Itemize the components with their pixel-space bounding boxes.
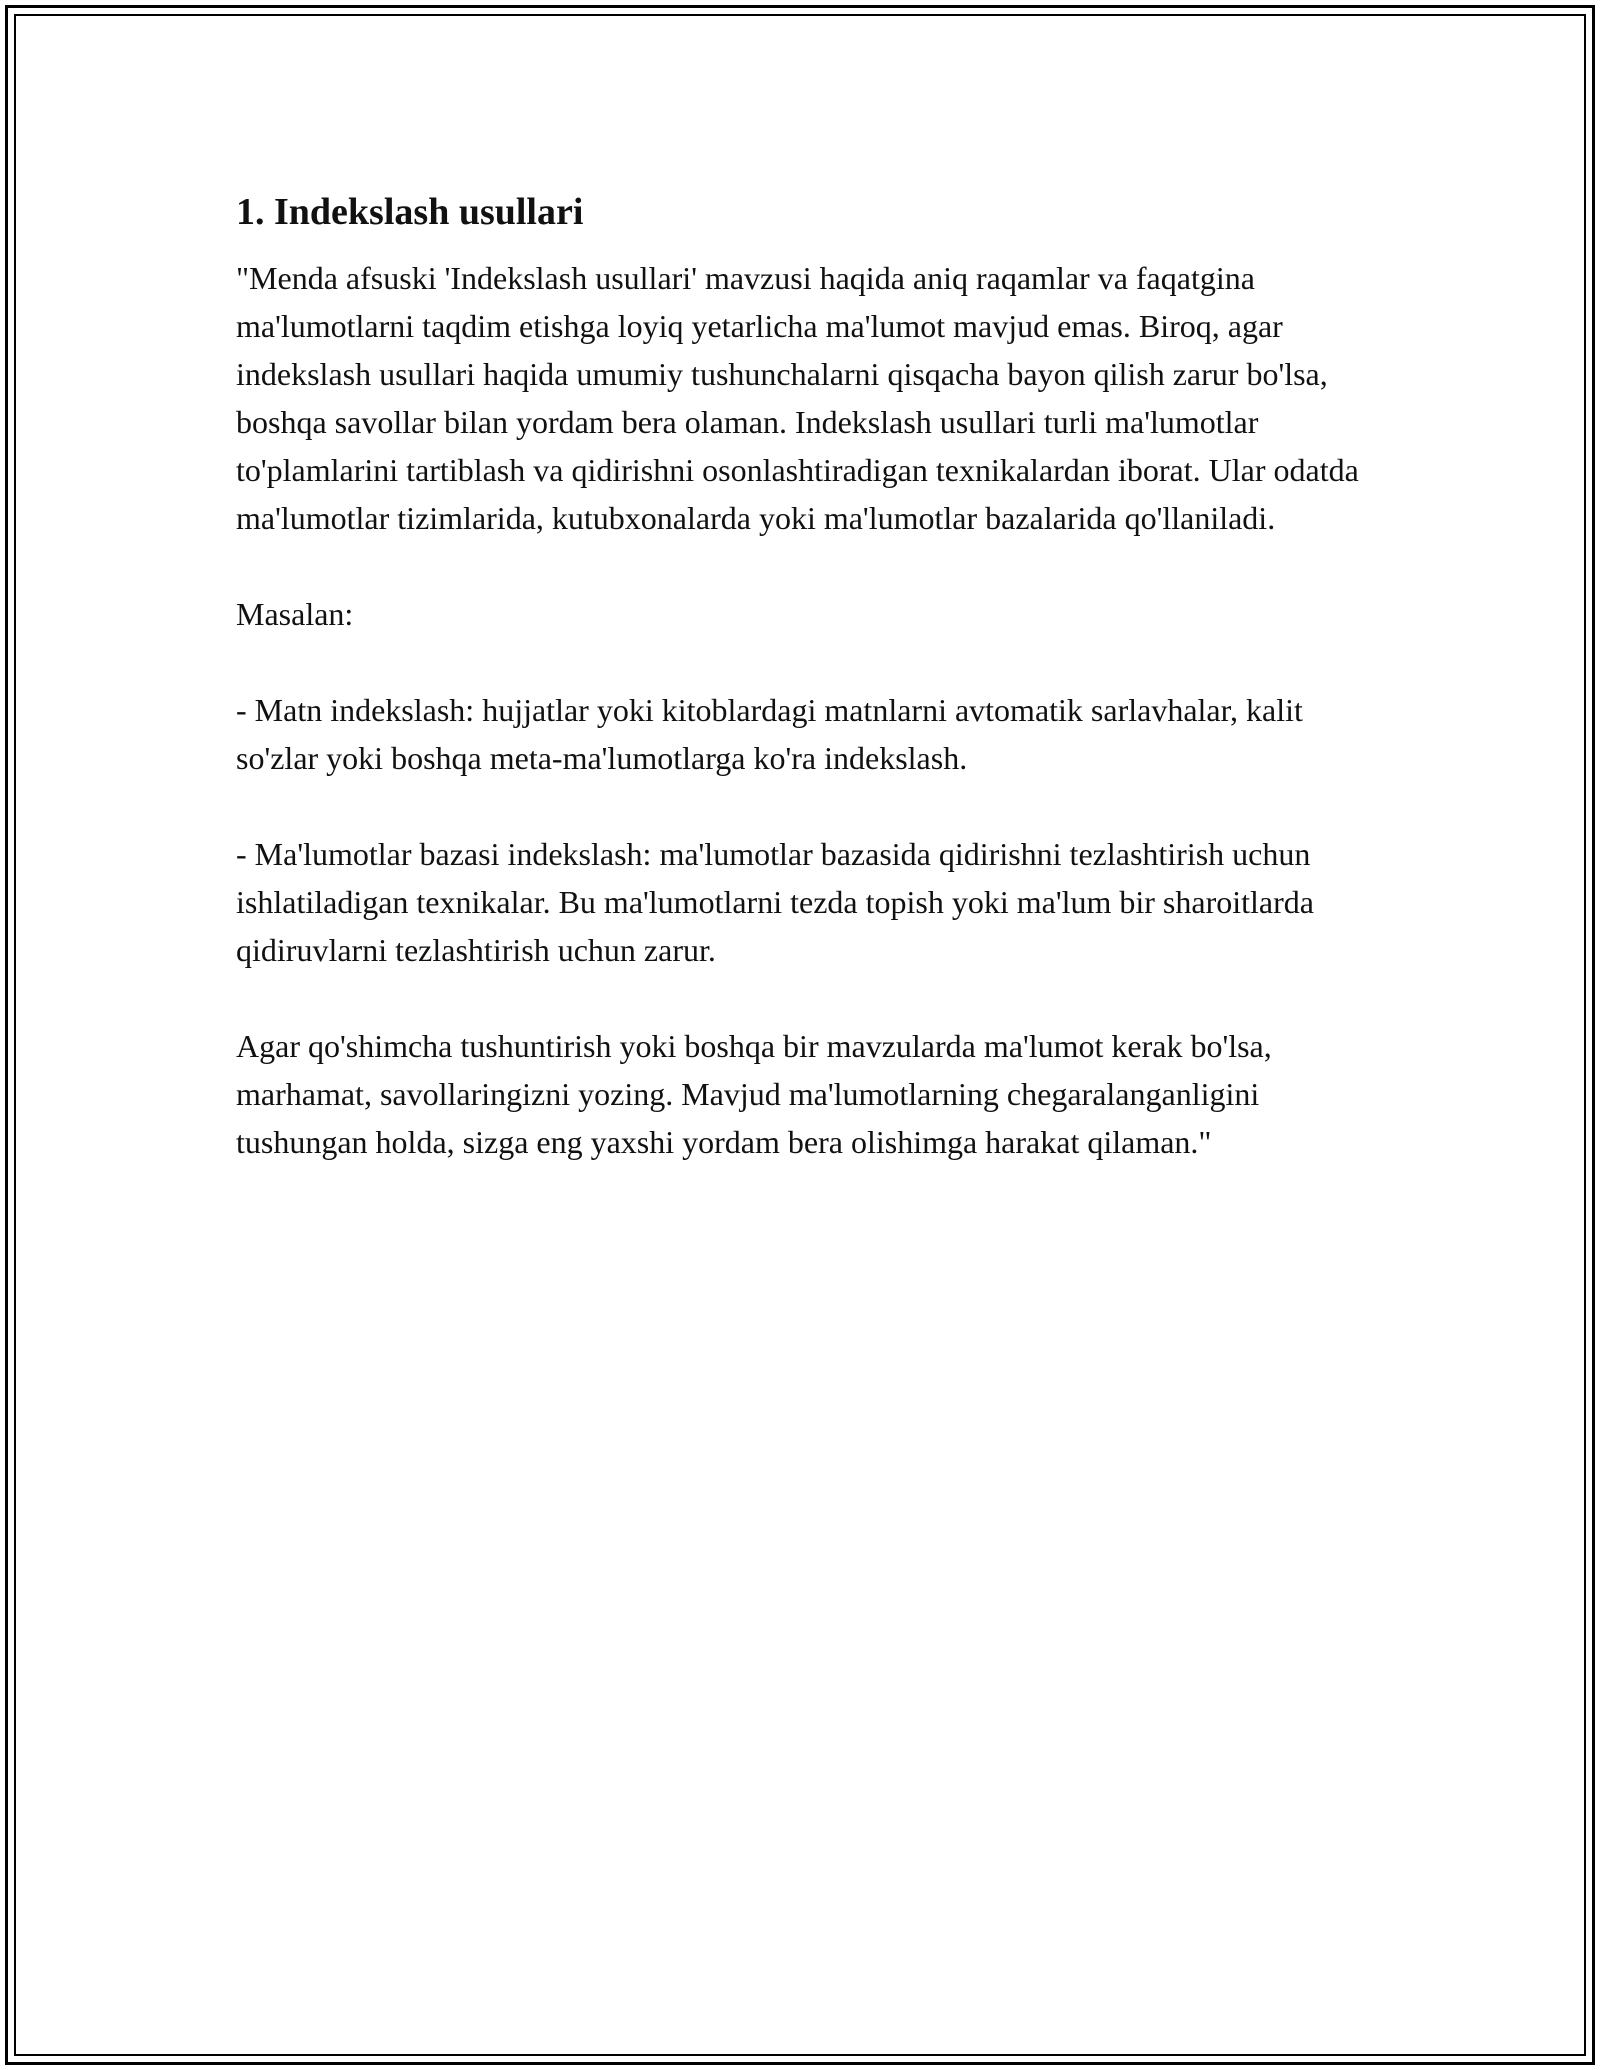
text-indexing-item: - Matn indekslash: hujjatlar yoki kitoblardagi matnlarni avtomatik sarlavhalar, kalit so'zlar yoki boshqa meta-ma'lumotlarga ko'ra indekslash. [236, 692, 1303, 776]
closing-paragraph: Agar qo'shimcha tushuntirish yoki boshqa bir mavzularda ma'lumot kerak bo'lsa, marhamat, savollaringizni yozing. Mavjud ma'lumotlarning chegaralanganligini tushungan holda, sizga eng yaxshi yordam bera olishimga harakat qilaman." [236, 1028, 1272, 1160]
database-indexing-item: - Ma'lumotlar bazasi indekslash: ma'lumotlar bazasida qidirishni tezlashtirish uchun ishlatiladigan texnikalar. Bu ma'lumotlarni tezda topish yoki ma'lum bir sharoitlarda qidiruvlarni tezlashtirish uchun zarur. [236, 836, 1314, 968]
section-heading: 1. Indekslash usullari [236, 191, 584, 233]
document-body [236, 186, 1366, 1214]
intro-paragraph: "Menda afsuski 'Indekslash usullari' mavzusi haqida aniq raqamlar va faqatgina ma'lumotlarni taqdim etishga loyiq yetarlicha ma'lumot mavjud emas. Biroq, agar indekslash usullari haqida umumiy tushunchalarni qisqacha bayon qilish zarur bo'lsa, boshqa savollar bilan yordam bera olaman. Indekslash usullari turli ma'lumotlar to'plamlarini tartiblash va qidirishni osonlashtiradigan texnikalardan iborat. Ular odatda ma'lumotlar tizimlarida, kutubxonalarda yoki ma'lumotlar bazalarida qo'llaniladi. [236, 260, 1359, 536]
example-label: Masalan: [236, 596, 354, 632]
